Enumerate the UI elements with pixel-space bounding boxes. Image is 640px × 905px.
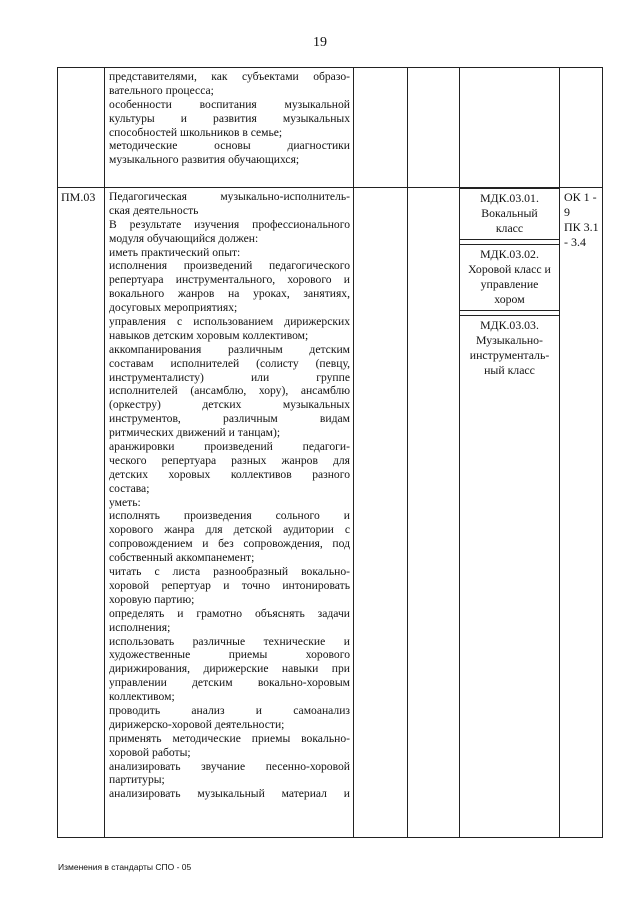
text-line: хорового жанра для детской аудитории с [109, 523, 350, 537]
text-line: исполнения; [109, 620, 171, 634]
text-line: применять методические приемы вокально- [109, 731, 350, 745]
text-line: музыкального развития обучающихся; [109, 153, 300, 167]
text-line: художественные приемы хорового [109, 648, 350, 662]
text-line: управлении детским вокально-хоровым [109, 676, 350, 690]
mdk-03-02 [459, 244, 560, 311]
mdk-line: инструменталь- [469, 348, 550, 362]
text-line: вокального жанров на уроках, занятиях, [109, 287, 350, 301]
text-line: аранжировки произведений педагоги- [109, 440, 350, 454]
text-line: составам исполнителей (солисту (певцу, [109, 356, 350, 370]
hours-cell-2 [408, 68, 460, 188]
text-line: использовать различные технические и [109, 634, 350, 648]
text-line: ская деятельность [109, 203, 199, 217]
text-line: Педагогическая музыкально-исполнитель- [109, 190, 350, 203]
mdk-line: Хоровой класс и [468, 262, 551, 276]
description-cell [105, 68, 354, 188]
competency-line: - 3.4 [564, 235, 586, 249]
table-row-continuation [58, 68, 603, 188]
mdk-line: МДК.03.03. [480, 318, 539, 332]
text-line: исполнять произведения сольного и [109, 509, 350, 523]
mdk-line: МДК.03.01. [480, 191, 539, 205]
page-number: 19 [313, 35, 327, 50]
text-line: инструменталисту) или группе [109, 370, 350, 384]
text-line: представителями, как субъектами образо- [109, 70, 350, 83]
text-line: (оркестру) детских музыкальных [109, 398, 350, 412]
mdk-cell [460, 188, 560, 838]
text-line: модуля обучающийся должен: [109, 231, 259, 245]
text-line: способностей школьников в семье; [109, 125, 283, 139]
competency-cell-empty [560, 68, 603, 188]
hours-cell-2 [408, 188, 460, 838]
curriculum-table [57, 67, 603, 838]
competency-line: 9 [564, 205, 570, 219]
text-line: навыков детским хоровым коллективом; [109, 328, 309, 342]
description-text [109, 190, 350, 836]
text-line: читать с листа разнообразный вокально- [109, 565, 350, 579]
table-row-pm03 [58, 188, 603, 838]
text-line: состава; [109, 481, 150, 495]
text-line: дирижерско-хоровой деятельности; [109, 717, 285, 731]
mdk-line: хором [494, 292, 525, 306]
module-code: ПМ.03 [58, 188, 105, 838]
competency-line: ПК 3.1 [564, 220, 599, 234]
text-line: инструментов, различным видам [109, 412, 350, 426]
text-line: управления с использованием дирижерских [109, 315, 350, 329]
text-line: репертуара инструментального, хорового и [109, 273, 350, 287]
text-line: детских хоровых коллективов разного [109, 467, 350, 481]
mdk-line: Вокальный [481, 206, 538, 220]
text-line: аккомпанирования различным детским [109, 342, 350, 356]
text-line: хоровой работы; [109, 745, 191, 759]
text-line: культуры и развития музыкальных [109, 111, 350, 125]
text-line: В результате изучения профессионального [109, 217, 350, 231]
text-line: дирижирования, дирижерские навыки при [109, 662, 350, 676]
text-line: анализировать звучание песенно-хоровой [109, 759, 350, 773]
mdk-cell-empty [460, 68, 560, 188]
text-line: исполнителей (ансамблю, хору), ансамблю [109, 384, 350, 398]
text-line: ческого репертуара разных жанров для [109, 453, 350, 467]
hours-cell-1 [354, 188, 408, 838]
mdk-03-01 [459, 188, 560, 240]
footer-note: Изменения в стандарты СПО - 05 [58, 862, 192, 872]
text-line: хоровой репертуар и точно интонировать [109, 578, 350, 592]
code-cell-empty [58, 68, 105, 188]
mdk-line: управление [480, 277, 539, 291]
text-line: уметь: [109, 495, 141, 509]
description-cell [105, 188, 354, 838]
text-line: хоровую партию; [109, 592, 195, 606]
mdk-line: МДК.03.02. [480, 247, 539, 261]
hours-cell-1 [354, 68, 408, 188]
text-line: сопровождением и без сопровождения, под [109, 537, 350, 551]
text-line: собственный аккомпанемент; [109, 551, 255, 565]
text-line: вательного процесса; [109, 83, 214, 97]
mdk-line: ный класс [484, 363, 535, 377]
competency-line: ОК 1 - [564, 190, 597, 204]
mdk-line: класс [495, 221, 524, 235]
text-line: анализировать музыкальный материал и [109, 787, 350, 801]
competency-cell [560, 188, 603, 838]
text-line: партитуры; [109, 773, 165, 787]
description-text [109, 70, 350, 167]
text-line: ритмических движений и танцам); [109, 426, 281, 440]
text-line: досуговых мероприятиях; [109, 301, 238, 315]
text-line: исполнения произведений педагогического [109, 259, 350, 273]
text-line: особенности воспитания музыкальной [109, 97, 350, 111]
text-line: определять и грамотно объяснять задачи [109, 606, 350, 620]
text-line: коллективом; [109, 690, 175, 704]
mdk-03-03 [459, 315, 560, 381]
mdk-line: Музыкально- [476, 333, 543, 347]
text-line: проводить анализ и самоанализ [109, 703, 350, 717]
text-line: методические основы диагностики [109, 139, 350, 153]
text-line: иметь практический опыт: [109, 245, 241, 259]
